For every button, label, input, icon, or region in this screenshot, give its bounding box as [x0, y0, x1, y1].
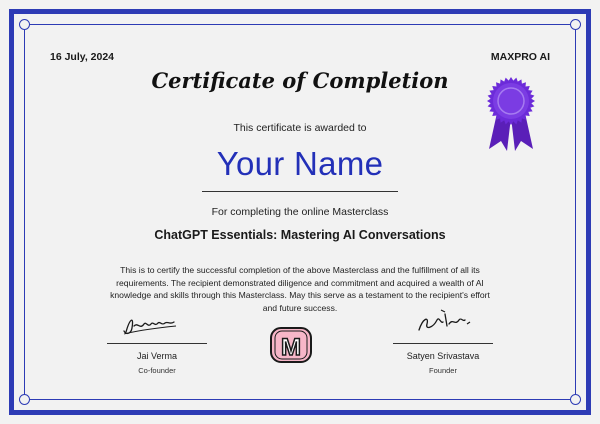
awarded-text: This certificate is awarded to	[233, 122, 367, 134]
course-title: ChatGPT Essentials: Mastering AI Conversations	[154, 228, 446, 242]
handwritten-signature-icon	[120, 312, 180, 338]
signatory-role: Founder	[429, 366, 457, 375]
certificate-date: 16 July, 2024	[50, 51, 115, 63]
signature-line	[107, 343, 207, 344]
corner-ornament	[19, 394, 30, 405]
signatory-name: Jai Verma	[136, 351, 178, 361]
signatory-name: Satyen Srivastava	[406, 351, 480, 361]
signatory-role: Co-founder	[138, 366, 176, 375]
signature-line	[393, 343, 493, 344]
m-logo-icon	[269, 325, 313, 365]
handwritten-signature-icon	[415, 304, 475, 334]
completing-text: For completing the online Masterclass	[211, 206, 389, 218]
corner-ornament	[19, 19, 30, 30]
recipient-name: Your Name	[216, 145, 384, 182]
name-underline	[202, 191, 398, 192]
certificate-body-text: This is to certify the successful completion of the above Masterclass and the fulfillment of all its requirements. The recipient demonstrated diligence and commitment and acquired a wealth of AI knowledge and skills through this Masterclass. May this serve as a testament to the recipient's effort and future success.	[110, 265, 490, 313]
corner-ornament	[570, 19, 581, 30]
brand-name: MAXPRO AI	[490, 51, 550, 63]
corner-ornament	[570, 394, 581, 405]
certificate-title: Certificate of Completion	[151, 68, 449, 93]
purple-award-seal-icon	[479, 71, 543, 153]
logo-letter: M	[281, 334, 301, 361]
